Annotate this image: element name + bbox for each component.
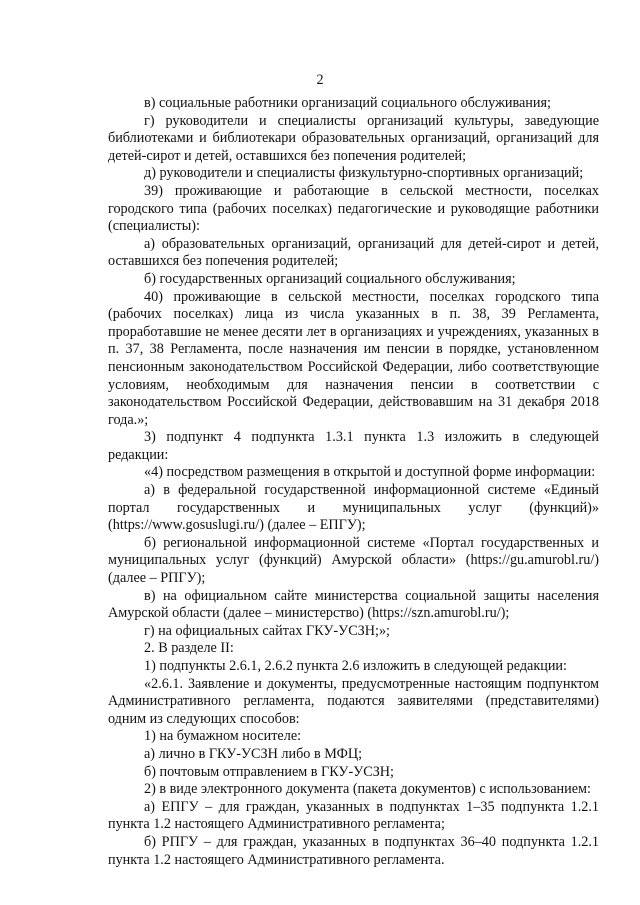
- paragraph: г) на официальных сайтах ГКУ-УСЗН;»;: [144, 622, 390, 639]
- paragraph: г) руководители и специалисты организаций культуры, заведующие библиотеками и библиотекари образовательных организаций, организаций для детей-сирот и детей, оставшихся без попечения родителей;: [108, 112, 599, 164]
- paragraph: б) региональной информационной системе «Портал государственных и муниципальных услуг (функций) Амурской области» (https://gu.amurobl.ru/) (далее – РПГУ);: [108, 534, 599, 587]
- paragraph: «4) посредством размещения в открытой и доступной форме информации:: [144, 464, 596, 481]
- paragraph: 3) подпункт 4 подпункта 1.3.1 пункта 1.3 изложить в следующей редакции:: [108, 429, 599, 463]
- paragraph: 1) подпункты 2.6.1, 2.6.2 пункта 2.6 изложить в следующей редакции:: [144, 658, 567, 674]
- paragraph: б) государственных организаций социального обслуживания;: [144, 270, 516, 287]
- page-number: 2: [316, 72, 324, 88]
- paragraph: 2) в виде электронного документа (пакета документов) с использованием:: [144, 781, 591, 798]
- paragraph: б) РПГУ – для граждан, указанных в подпунктах 36–40 подпункта 1.2.1 пункта 1.2 настоящего Административного регламента.: [108, 833, 599, 868]
- paragraph: в) на официальном сайте министерства социальной защиты населения Амурской области (далее – министерство) (https://szn.amurobl.ru/);: [108, 587, 599, 622]
- paragraph: 2. В разделе II:: [144, 640, 234, 657]
- document-body: [108, 95, 599, 869]
- paragraph: а) в федеральной государственной информационной системе «Единый портал государственных и муниципальных услуг (функций)» (https://www.gosuslugi.ru/) (далее – ЕПГУ);: [108, 482, 599, 534]
- paragraph: д) руководители и специалисты физкультурно-спортивных организаций;: [144, 165, 584, 182]
- paragraph: «2.6.1. Заявление и документы, предусмотренные настоящим подпунктом Административного регламента, подаются заявителями (представителями) одним из следующих способов:: [108, 675, 599, 727]
- paragraph: б) почтовым отправлением в ГКУ-УСЗН;: [144, 763, 394, 780]
- paragraph: 40) проживающие в сельской местности, поселках городского типа (рабочих поселках) лица из числа указанных в п. 38, 39 Регламента, проработавшие не менее десяти лет в организациях и учреждениях, указанных в п. 37, 38 Регламента, после назначения им пенсии в порядке, установленном пенсионным законодательством Российской Федерации, либо соответствующие условиям, необходимым для назначения пенсии в соответствии с законодательством Российской Федерации, действовавшим на 31 декабря 2018 года.»;: [108, 288, 599, 428]
- paragraph: 1) на бумажном носителе:: [144, 728, 302, 745]
- paragraph: 39) проживающие и работающие в сельской местности, поселках городского типа (рабочих поселках) педагогические и руководящие работники (специалисты):: [108, 182, 599, 235]
- paragraph: а) образовательных организаций, организаций для детей-сирот и детей, оставшихся без попечения родителей;: [108, 235, 599, 270]
- paragraph: в) социальные работники организаций социального обслуживания;: [144, 95, 551, 111]
- paragraph: а) ЕПГУ – для граждан, указанных в подпунктах 1–35 подпункта 1.2.1 пункта 1.2 настоящего Административного регламента;: [108, 798, 599, 833]
- paragraph: а) лично в ГКУ-УСЗН либо в МФЦ;: [144, 745, 363, 762]
